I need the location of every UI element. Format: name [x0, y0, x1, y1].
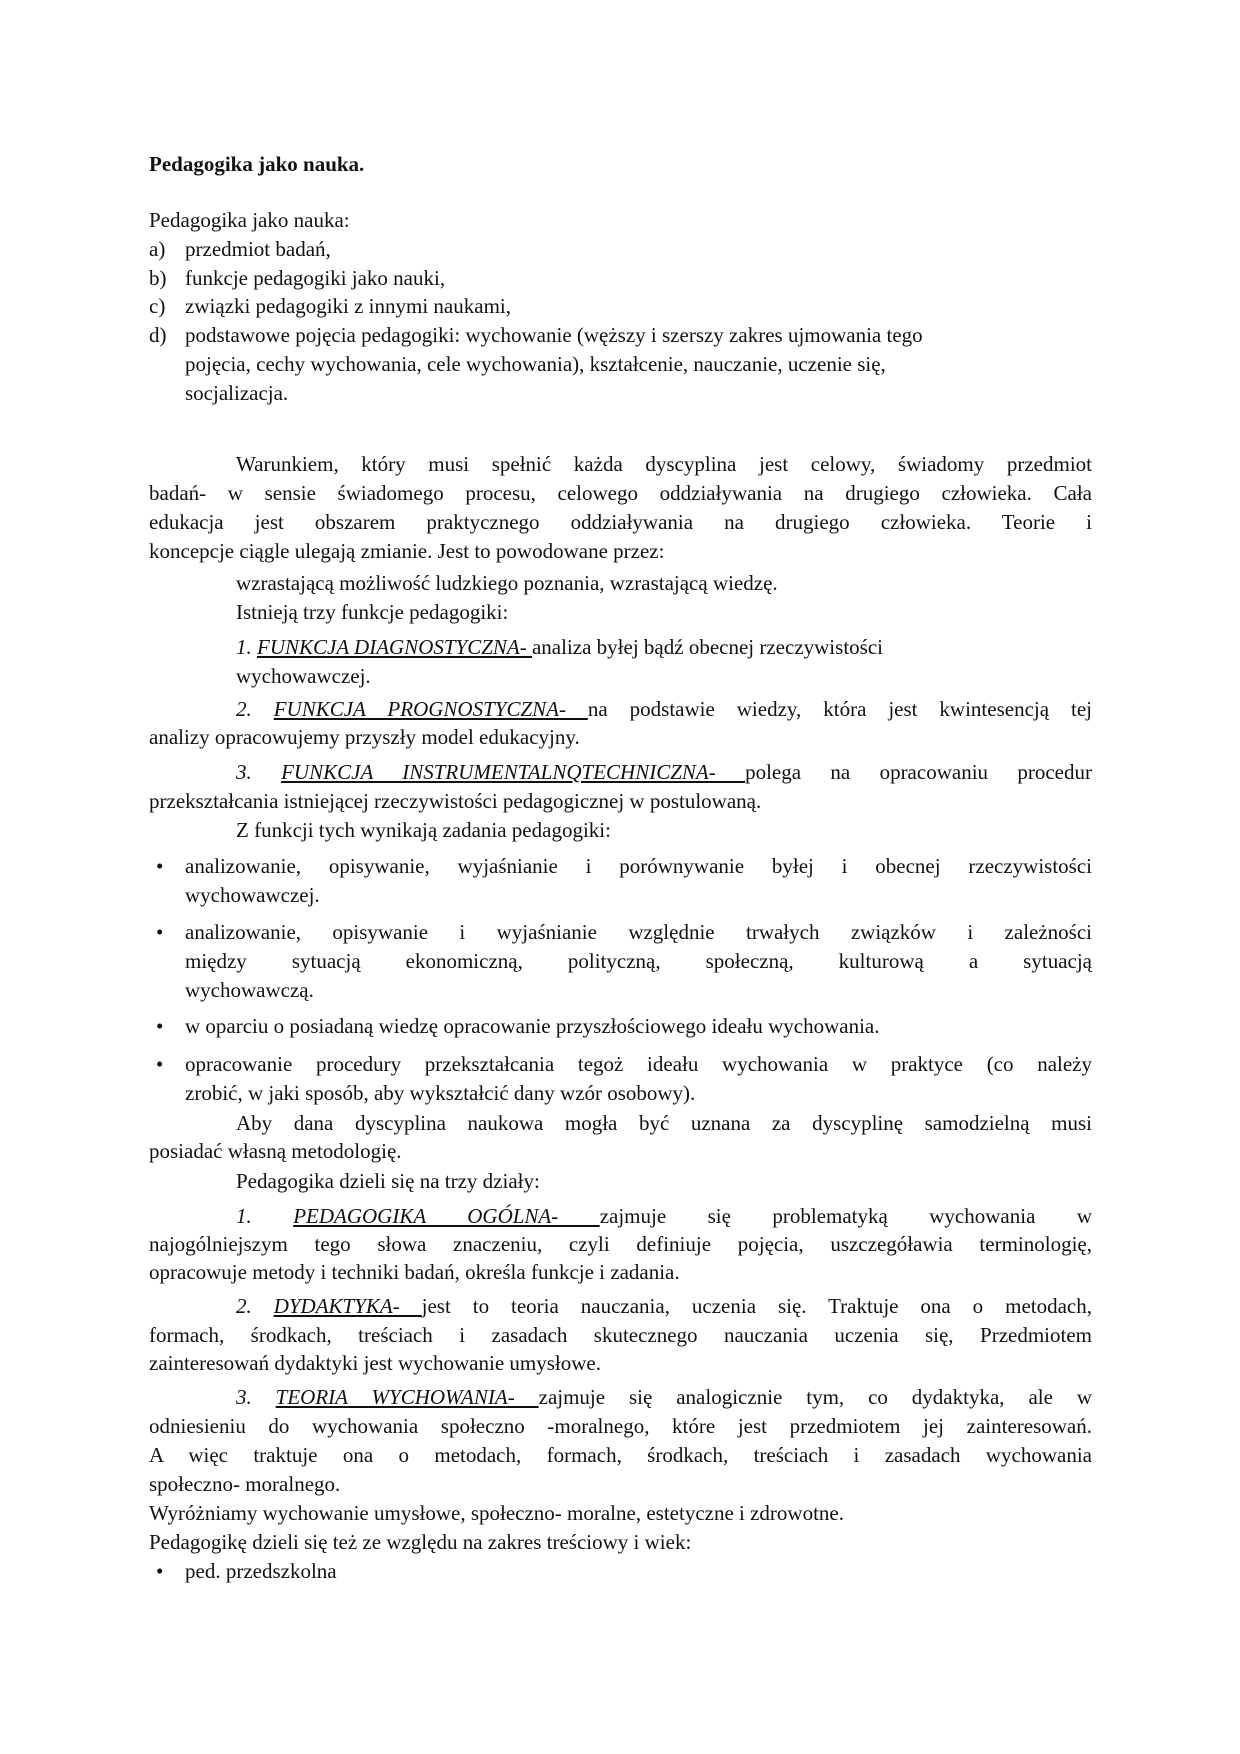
line-text: na podstawie wiedzy, która jest kwintesencją tej	[587, 697, 1092, 721]
line-text: wychowawczej.	[236, 664, 371, 688]
section-heading: FUNKCJA PROGNOSTYCZNA-	[273, 697, 588, 721]
text-line	[236, 451, 1092, 477]
line-text: socjalizacja.	[185, 381, 289, 405]
list-item-line	[185, 1558, 337, 1584]
line-text: analizowanie, opisywanie i wyjaśnianie względnie trwałych związków i zależności	[185, 920, 1092, 944]
text-line	[185, 948, 1092, 974]
text-line	[149, 538, 664, 564]
bullet-icon: •	[156, 1052, 164, 1076]
section-number: 3.	[236, 1385, 276, 1409]
line-text: Pedagogika jako nauka:	[149, 208, 350, 232]
text-line	[149, 1529, 691, 1555]
bullet-icon: •	[156, 920, 164, 944]
text-line	[149, 1413, 1092, 1439]
section-number: 3.	[236, 760, 282, 784]
text-line	[185, 977, 314, 1003]
list-item-line	[185, 1013, 880, 1039]
line-text: analiza byłej bądź obecnej rzeczywistości	[531, 635, 883, 659]
section-heading: FUNKCJA INSTRUMENTALNQTECHNICZNA-	[281, 760, 746, 784]
line-text: Pedagogika dzieli się na trzy działy:	[236, 1169, 540, 1193]
line-text: ped. przedszkolna	[185, 1559, 337, 1583]
section-number: 1.	[236, 635, 257, 659]
line-text: opracowuje metody i techniki badań, określa funkcje i zadania.	[149, 1260, 680, 1284]
line-text: Pedagogikę dzieli się też ze względu na zakres treściowy i wiek:	[149, 1530, 692, 1554]
list-item-line	[185, 919, 1092, 945]
list-item-line	[185, 322, 923, 348]
line-text: jest to teoria nauczania, uczenia się. Traktuje ona o metodach,	[421, 1294, 1092, 1318]
text-line	[236, 817, 611, 843]
text-line	[236, 696, 1092, 722]
text-line	[185, 1080, 695, 1106]
list-marker: b)	[149, 266, 167, 290]
text-line	[149, 788, 761, 814]
text-line	[236, 759, 1092, 785]
line-text: najogólniejszym tego słowa znaczeniu, czyli definiuje pojęcia, uszczegóławia terminologię,	[149, 1232, 1092, 1256]
text-line	[236, 1203, 1092, 1229]
line-text: zainteresowań dydaktyki jest wychowanie umysłowe.	[149, 1351, 601, 1375]
line-text: wychowawczą.	[185, 978, 314, 1002]
text-line	[236, 1384, 1092, 1410]
list-item-line	[185, 265, 445, 291]
line-text: zrobić, w jaki sposób, aby wykształcić dany wzór osobowy).	[185, 1081, 696, 1105]
line-text: między sytuacją ekonomiczną, polityczną, społeczną, kulturową a sytuacją	[185, 949, 1092, 973]
text-line	[149, 1350, 601, 1376]
line-text: odniesieniu do wychowania społeczno -moralnego, które jest przedmiotem jej zainteresowań.	[149, 1414, 1092, 1438]
section-number: 2.	[236, 697, 274, 721]
text-line	[236, 663, 371, 689]
section-heading: TEORIA WYCHOWANIA-	[275, 1385, 539, 1409]
section-heading: PEDAGOGIKA OGÓLNA-	[293, 1204, 600, 1228]
line-text: Aby dana dyscyplina naukowa mogła być uznana za dyscyplinę samodzielną musi	[236, 1111, 1092, 1135]
line-text: edukacja jest obszarem praktycznego oddziaływania na drugiego człowieka. Teorie i	[149, 510, 1092, 534]
list-item-line	[185, 853, 1092, 879]
text-line	[149, 480, 1092, 506]
text-line	[185, 380, 288, 406]
text-line	[236, 570, 778, 596]
document-title	[149, 151, 364, 177]
text-line	[149, 1322, 1092, 1348]
text-line	[149, 1500, 844, 1526]
line-text: zajmuje się problematyką wychowania w	[599, 1204, 1093, 1228]
line-text: funkcje pedagogiki jako nauki,	[185, 266, 446, 290]
line-text: Z funkcji tych wynikają zadania pedagogiki:	[236, 818, 611, 842]
bullet-icon: •	[156, 1014, 164, 1038]
line-text: Istnieją trzy funkcje pedagogiki:	[236, 600, 509, 624]
bullet-icon: •	[156, 1559, 164, 1583]
text-line	[149, 1138, 402, 1164]
line-text: przedmiot badań,	[185, 237, 331, 261]
text-line	[149, 1442, 1092, 1468]
section-heading: FUNKCJA DIAGNOSTYCZNA-	[257, 635, 532, 659]
line-text: wychowawczej.	[185, 883, 320, 907]
list-item-line	[185, 1051, 1092, 1077]
line-text: zajmuje się analogicznie tym, co dydaktyka, ale w	[538, 1385, 1092, 1409]
line-text: Pedagogika jako nauka.	[149, 152, 365, 176]
list-item-line	[185, 236, 331, 262]
line-text: pojęcia, cechy wychowania, cele wychowania), kształcenie, nauczanie, uczenie się,	[185, 352, 886, 376]
text-line	[236, 634, 883, 660]
line-text: analizowanie, opisywanie, wyjaśnianie i porównywanie byłej i obecnej rzeczywistości	[185, 854, 1092, 878]
line-text: opracowanie procedury przekształcania tegoż ideału wychowania w praktyce (co należy	[185, 1052, 1092, 1076]
text-line	[149, 207, 350, 233]
section-number: 2.	[236, 1294, 274, 1318]
line-text: A więc traktuje ona o metodach, formach, środkach, treściach i zasadach wychowania	[149, 1443, 1092, 1467]
line-text: badań- w sensie świadomego procesu, celowego oddziaływania na drugiego człowieka. Cała	[149, 481, 1092, 505]
line-text: podstawowe pojęcia pedagogiki: wychowanie (węższy i szerszy zakres ujmowania tego	[185, 323, 923, 347]
list-item-line	[185, 293, 511, 319]
line-text: polega na opracowaniu procedur	[745, 760, 1092, 784]
line-text: przekształcania istniejącej rzeczywistości pedagogicznej w postulowaną.	[149, 789, 762, 813]
line-text: wzrastającą możliwość ludzkiego poznania, wzrastającą wiedzę.	[236, 571, 778, 595]
list-marker: d)	[149, 323, 167, 347]
text-line	[149, 724, 580, 750]
line-text: formach, środkach, treściach i zasadach skutecznego nauczania uczenia się, Przedmiotem	[149, 1323, 1092, 1347]
text-line	[149, 1231, 1092, 1257]
text-line	[149, 1471, 340, 1497]
line-text: posiadać własną metodologię.	[149, 1139, 402, 1163]
text-line	[185, 882, 320, 908]
text-line	[236, 1168, 540, 1194]
text-line	[149, 509, 1092, 535]
bullet-icon: •	[156, 854, 164, 878]
section-number: 1.	[236, 1204, 294, 1228]
line-text: analizy opracowujemy przyszły model edukacyjny.	[149, 725, 580, 749]
list-marker: c)	[149, 294, 166, 318]
text-line	[149, 1259, 680, 1285]
text-line	[236, 599, 508, 625]
line-text: koncepcje ciągle ulegają zmianie. Jest to powodowane przez:	[149, 539, 665, 563]
list-marker: a)	[149, 237, 166, 261]
text-line	[236, 1293, 1092, 1319]
line-text: związki pedagogiki z innymi naukami,	[185, 294, 511, 318]
section-heading: DYDAKTYKA-	[273, 1294, 422, 1318]
line-text: Warunkiem, który musi spełnić każda dyscyplina jest celowy, świadomy przedmiot	[236, 452, 1092, 476]
line-text: w oparciu o posiadaną wiedzę opracowanie przyszłościowego ideału wychowania.	[185, 1014, 880, 1038]
line-text: Wyróżniamy wychowanie umysłowe, społeczno- moralne, estetyczne i zdrowotne.	[149, 1501, 844, 1525]
text-line	[236, 1110, 1092, 1136]
line-text: społeczno- moralnego.	[149, 1472, 341, 1496]
text-line	[185, 351, 886, 377]
